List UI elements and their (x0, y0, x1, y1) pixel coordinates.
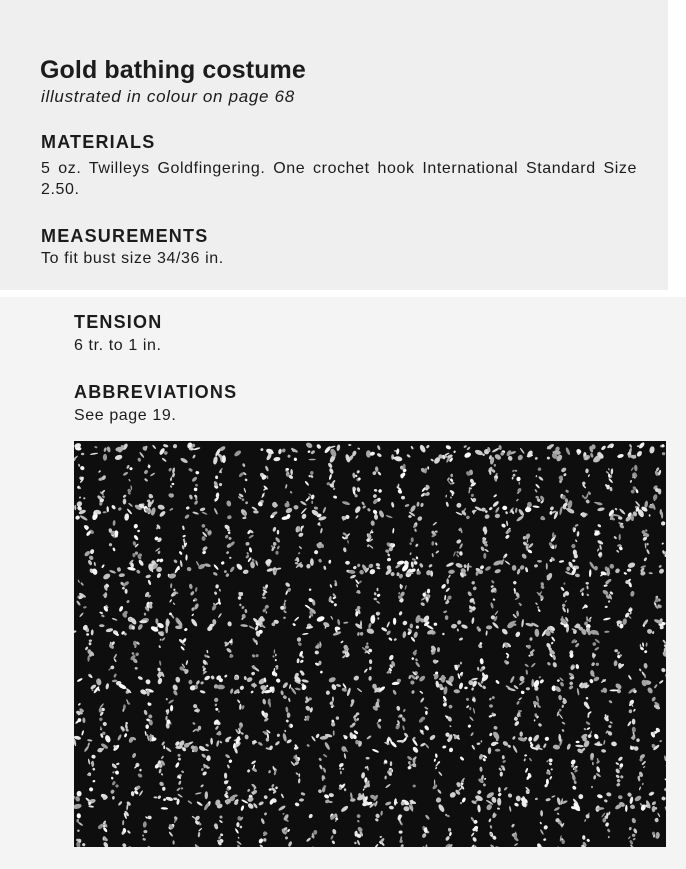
materials-text: 5 oz. Twilleys Goldfingering. One crochet hook International Standard Size 2.50. (41, 160, 637, 198)
abbreviations-heading: ABBREVIATIONS (74, 382, 238, 402)
measurements-text: To fit bust size 34/36 in. (41, 250, 224, 267)
materials-heading: MATERIALS (41, 132, 156, 152)
tension-heading: TENSION (74, 312, 163, 332)
crochet-texture-image (74, 441, 666, 847)
pattern-subtitle: illustrated in colour on page 68 (41, 87, 295, 106)
abbreviations-text: See page 19. (74, 407, 177, 424)
pattern-title: Gold bathing costume (40, 56, 306, 84)
measurements-heading: MEASUREMENTS (41, 226, 209, 246)
crochet-swatch-photo (74, 441, 666, 847)
tension-text: 6 tr. to 1 in. (74, 337, 162, 354)
